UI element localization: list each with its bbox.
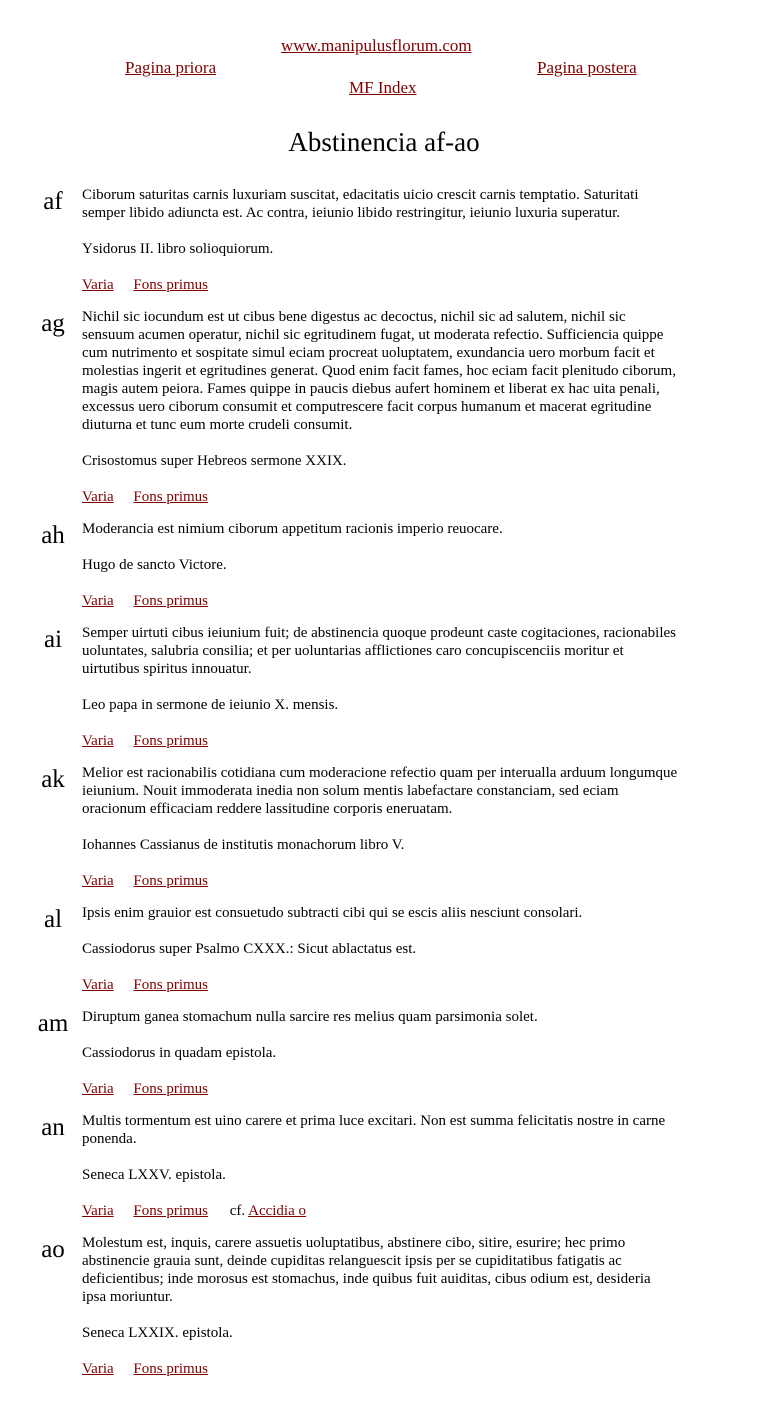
varia-link[interactable]: Varia (82, 593, 114, 609)
entry-label: ak (41, 766, 65, 793)
entry-text: Nichil sic iocundum est ut cibus bene digestus ac decoctus, nichil sic ad salutem, nichil sic sensuum acumen operatur, nichil sic egritudinem fugat, ut moderata refectio. Sufficiencia quippe cum nutrimento et sospitate simul eciam procreat uoluptatem, exundancia uero morbum facit et molestias ingerit et egritudines generat. Quod enim facit fames, hoc eciam facit plenitudo ciborum, magis autem peiora. Fames quippe in paucis diebus aufert hominem et liberat ex hac uita penali, excessus uero ciborum consumit et computrescere facit corpus humanum et macerat egritudine diuturna et tunc eum morte crudeli consumit. (82, 309, 676, 433)
entry-al (0, 904, 678, 994)
varia-link[interactable]: Varia (82, 1203, 114, 1219)
entry-links (82, 732, 678, 750)
entry-source: Crisostomus super Hebreos sermone XXIX. (82, 453, 347, 469)
entry-label: al (43, 906, 63, 933)
entry-text: Molestum est, inquis, carere assuetis uoluptatibus, abstinere cibo, sitire, esurire; hec primo abstinencie grauia sunt, deinde cupiditas relanguescit ipsis per se cupiditatibus fatigatis ac deficientibus; inde morosus est stomachus, inde quibus fuit auiditas, cibus odium est, desideria ipsa moriuntur. (82, 1235, 651, 1305)
entry-af (0, 186, 678, 294)
entry-am (0, 1008, 678, 1098)
entry-source: Seneca LXXV. epistola. (82, 1167, 226, 1183)
entry-source: Cassiodorus super Psalmo CXXX.: Sicut ablactatus est. (82, 941, 417, 957)
entry-text: Ciborum saturitas carnis luxuriam suscitat, edacitatis uicio crescit carnis temptatio. Saturitati semper libido adiuncta est. Ac contra, ieiunio libido restringitur, ieiunio luxuria superatur. (82, 187, 639, 221)
entry-source: Cassiodorus in quadam epistola. (82, 1045, 277, 1061)
entry-links (82, 976, 678, 994)
entry-label: af (43, 188, 63, 215)
site-home-link[interactable]: www.manipulusflorum.com (281, 36, 472, 55)
entry-text: Moderancia est nimium ciborum appetitum racionis imperio reuocare. (82, 521, 503, 537)
fons-primus-link[interactable]: Fons primus (133, 489, 209, 505)
entry-ak (0, 764, 678, 890)
varia-link[interactable]: Varia (82, 1361, 114, 1377)
entry-source: Iohannes Cassianus de institutis monachorum libro V. (82, 837, 405, 853)
entry-links (82, 1080, 678, 1098)
entry-text: Ipsis enim grauior est consuetudo subtracti cibi qui se escis aliis nesciunt consolari. (82, 905, 583, 921)
fons-primus-link[interactable]: Fons primus (133, 1361, 209, 1377)
fons-primus-link[interactable]: Fons primus (133, 1081, 209, 1097)
cf-label: cf. (229, 1203, 246, 1219)
entry-links (82, 592, 678, 610)
entry-label: am (37, 1010, 69, 1037)
entry-label: ai (43, 626, 63, 653)
entry-ah (0, 520, 678, 610)
fons-primus-link[interactable]: Fons primus (133, 277, 209, 293)
fons-primus-link[interactable]: Fons primus (133, 1203, 209, 1219)
page-title: Abstinencia af-ao (288, 127, 480, 157)
fons-primus-link[interactable]: Fons primus (133, 873, 209, 889)
entry-source: Hugo de sancto Victore. (82, 557, 227, 573)
entry-ag (0, 308, 678, 506)
page-navigation (0, 0, 768, 110)
varia-link[interactable]: Varia (82, 1081, 114, 1097)
entry-source: Leo papa in sermone de ieiunio X. mensis. (82, 697, 339, 713)
entry-text: Diruptum ganea stomachum nulla sarcire res melius quam parsimonia solet. (82, 1009, 538, 1025)
previous-page-link[interactable]: Pagina priora (125, 58, 217, 77)
varia-link[interactable]: Varia (82, 733, 114, 749)
entry-ao (0, 1234, 678, 1378)
entry-text: Semper uirtuti cibus ieiunium fuit; de abstinencia quoque prodeunt caste cogitaciones, racionabiles uoluntates, salubria consilia; et per uoluntarias afflictiones caro concupiscenciis moritur et uirtutibus spiritus innouatur. (82, 625, 676, 677)
entry-links (82, 872, 678, 890)
entries-list (0, 186, 768, 1392)
mf-index-link[interactable]: MF Index (349, 78, 417, 97)
entry-source: Ysidorus II. libro solioquiorum. (82, 241, 274, 257)
varia-link[interactable]: Varia (82, 873, 114, 889)
entry-an (0, 1112, 678, 1220)
next-page-link[interactable]: Pagina postera (537, 58, 637, 77)
entry-links (82, 488, 678, 506)
entry-links (82, 1202, 678, 1220)
entry-label: ag (41, 310, 65, 337)
entry-text: Melior est racionabilis cotidiana cum moderacione refectio quam per interualla arduum longumque ieiunium. Nouit immoderata inedia non solum mentis labefactare constanciam, sed eciam oracionum efficaciam reddere lassitudine corporis eneruatam. (82, 765, 678, 817)
varia-link[interactable]: Varia (82, 977, 114, 993)
entry-label: ao (41, 1236, 65, 1263)
entry-label: ah (41, 522, 65, 549)
entry-label: an (41, 1114, 65, 1141)
fons-primus-link[interactable]: Fons primus (133, 733, 209, 749)
varia-link[interactable]: Varia (82, 277, 114, 293)
cross-reference-link[interactable]: Accidia o (248, 1203, 306, 1219)
varia-link[interactable]: Varia (82, 489, 114, 505)
fons-primus-link[interactable]: Fons primus (133, 593, 209, 609)
entry-source: Seneca LXXIX. epistola. (82, 1325, 233, 1341)
entry-links (82, 276, 678, 294)
entry-ai (0, 624, 678, 750)
entry-text: Multis tormentum est uino carere et prima luce excitari. Non est summa felicitatis nostre in carne ponenda. (82, 1113, 666, 1147)
entry-links (82, 1360, 678, 1378)
fons-primus-link[interactable]: Fons primus (133, 977, 209, 993)
